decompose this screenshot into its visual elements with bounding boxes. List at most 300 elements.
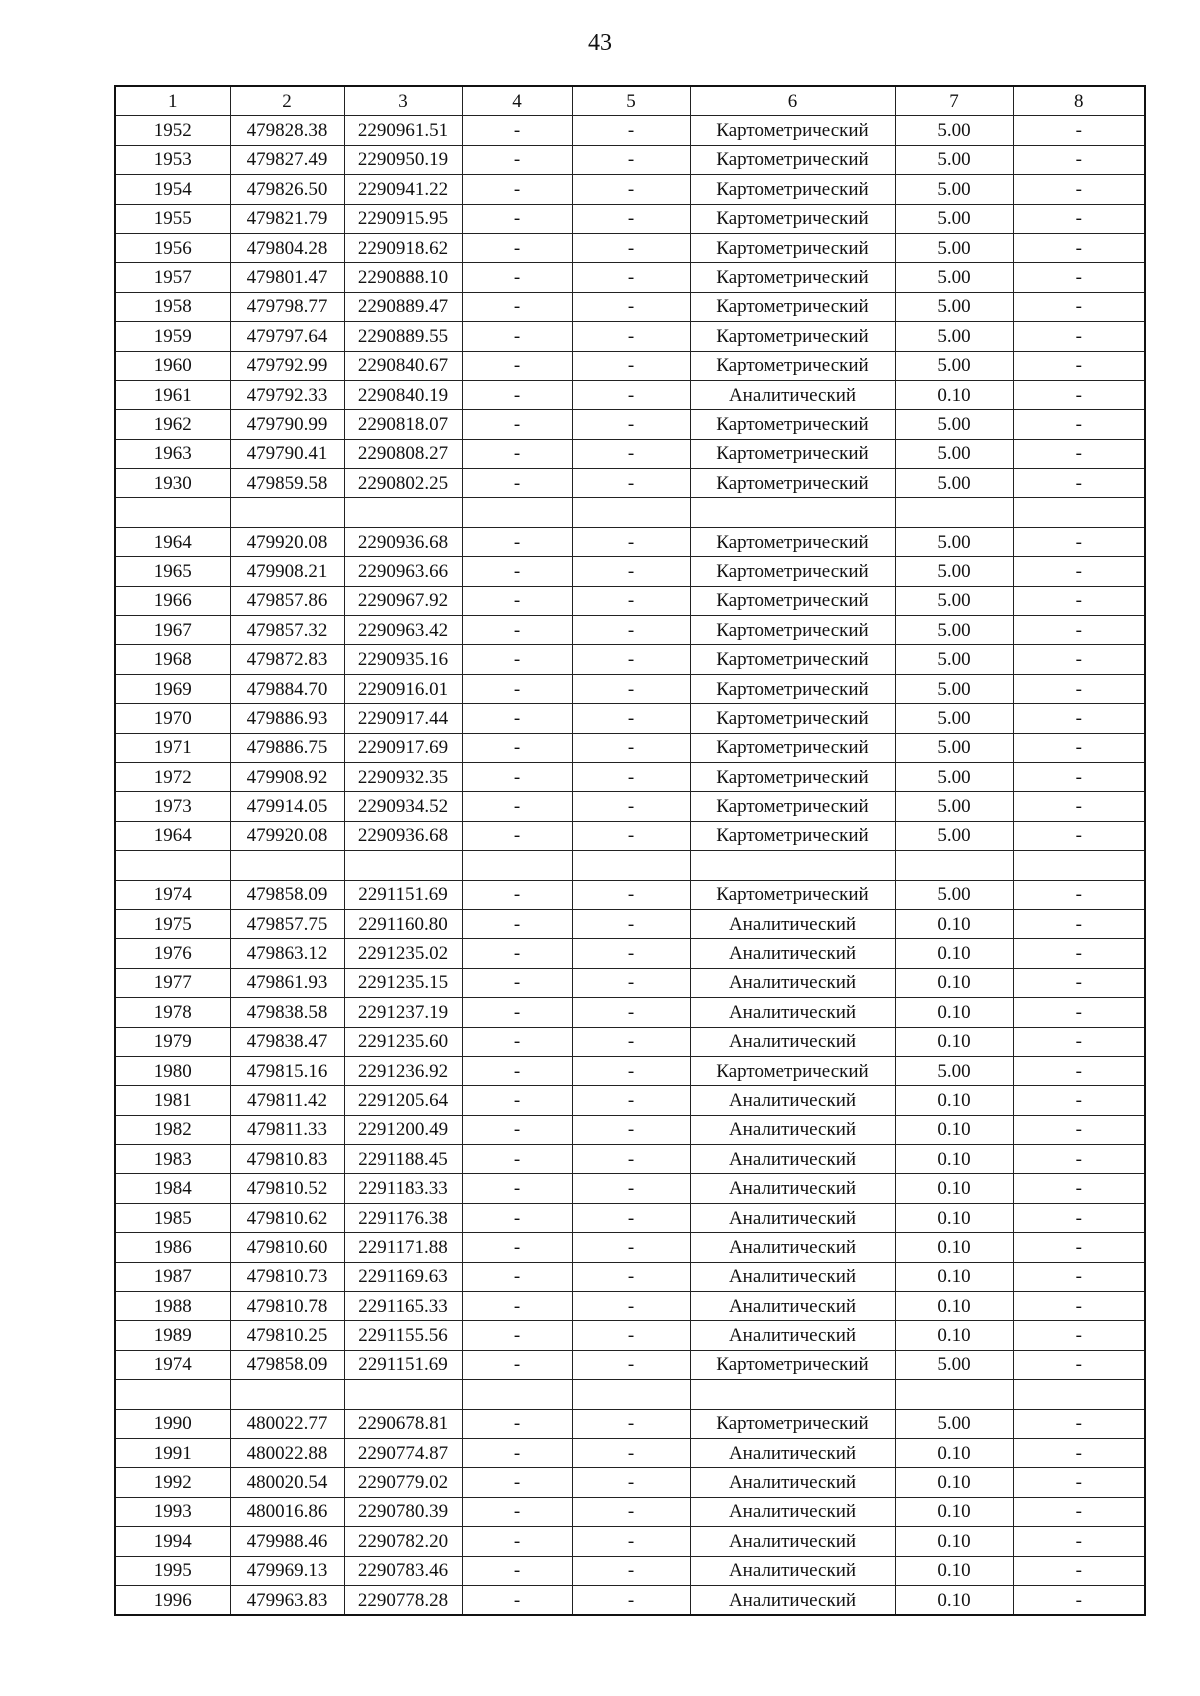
- table-cell-col-3: 2291169.63: [344, 1262, 462, 1291]
- table-cell-col-7: 5.00: [895, 527, 1013, 556]
- table-cell-col-4: -: [462, 733, 572, 762]
- table-cell-col-1: 1980: [115, 1056, 230, 1085]
- table-cell-col-4: -: [462, 1086, 572, 1115]
- table-cell-col-4: -: [462, 175, 572, 204]
- table-cell-col-3: 2290889.47: [344, 292, 462, 321]
- table-cell-col-5: -: [572, 292, 690, 321]
- table-cell-col-1: 1982: [115, 1115, 230, 1144]
- table-cell-col-7: [895, 498, 1013, 527]
- table-row: [115, 322, 1145, 351]
- table-cell-col-5: -: [572, 968, 690, 997]
- table-cell-col-4: -: [462, 1438, 572, 1467]
- table-cell-col-5: -: [572, 1409, 690, 1438]
- table-cell-col-4: -: [462, 527, 572, 556]
- table-cell-col-6: Картометрический: [690, 1409, 895, 1438]
- table-cell-col-4: -: [462, 880, 572, 909]
- table-cell-col-8: -: [1013, 469, 1145, 498]
- table-cell-col-5: -: [572, 1438, 690, 1467]
- table-cell-col-7: 0.10: [895, 1585, 1013, 1615]
- table-cell-col-2: 479988.46: [230, 1527, 344, 1556]
- table-cell-col-8: -: [1013, 1086, 1145, 1115]
- table-cell-col-5: -: [572, 586, 690, 615]
- table-cell-col-3: 2290678.81: [344, 1409, 462, 1438]
- table-cell-col-1: 1930: [115, 469, 230, 498]
- table-cell-col-5: -: [572, 704, 690, 733]
- table-row: [115, 1292, 1145, 1321]
- table-cell-col-5: -: [572, 1262, 690, 1291]
- table-cell-col-8: -: [1013, 263, 1145, 292]
- table-row: [115, 586, 1145, 615]
- table-cell-col-6: Аналитический: [690, 1233, 895, 1262]
- table-cell-col-3: 2290917.69: [344, 733, 462, 762]
- table-cell-col-1: 1959: [115, 322, 230, 351]
- table-cell-col-7: 5.00: [895, 322, 1013, 351]
- table-cell-col-4: -: [462, 410, 572, 439]
- table-cell-col-1: 1966: [115, 586, 230, 615]
- table-cell-col-1: 1986: [115, 1233, 230, 1262]
- table-cell-col-5: [572, 851, 690, 880]
- table-cell-col-6: Аналитический: [690, 1527, 895, 1556]
- table-row: [115, 380, 1145, 409]
- table-cell-col-3: 2290963.66: [344, 557, 462, 586]
- table-cell-col-3: 2290961.51: [344, 116, 462, 145]
- table-row: [115, 1233, 1145, 1262]
- table-cell-col-2: 479863.12: [230, 939, 344, 968]
- separator-row: [115, 851, 1145, 880]
- table-cell-col-2: 479872.83: [230, 645, 344, 674]
- table-cell-col-4: -: [462, 322, 572, 351]
- table-cell-col-1: 1979: [115, 1027, 230, 1056]
- table-cell-col-3: 2290779.02: [344, 1468, 462, 1497]
- table-cell-col-8: -: [1013, 1292, 1145, 1321]
- table-cell-col-6: Картометрический: [690, 292, 895, 321]
- table-cell-col-5: -: [572, 762, 690, 791]
- table-cell-col-2: 480022.88: [230, 1438, 344, 1467]
- table-cell-col-2: 479804.28: [230, 233, 344, 262]
- table-cell-col-7: 0.10: [895, 1438, 1013, 1467]
- table-cell-col-8: -: [1013, 439, 1145, 468]
- table-cell-col-7: 0.10: [895, 1292, 1013, 1321]
- table-cell-col-7: 0.10: [895, 1527, 1013, 1556]
- table-cell-col-1: 1992: [115, 1468, 230, 1497]
- table-cell-col-1: 1996: [115, 1585, 230, 1615]
- page-number: 43: [588, 30, 612, 56]
- table-cell-col-2: 479920.08: [230, 527, 344, 556]
- column-header: 8: [1013, 86, 1145, 116]
- table-cell-col-8: -: [1013, 998, 1145, 1027]
- table-cell-col-2: 479827.49: [230, 145, 344, 174]
- table-cell-col-3: 2290918.62: [344, 233, 462, 262]
- table-cell-col-3: 2290934.52: [344, 792, 462, 821]
- table-cell-col-2: 479798.77: [230, 292, 344, 321]
- table-cell-col-5: -: [572, 175, 690, 204]
- table-cell-col-2: 479838.47: [230, 1027, 344, 1056]
- table-cell-col-5: -: [572, 469, 690, 498]
- table-cell-col-1: 1974: [115, 1350, 230, 1379]
- table-cell-col-5: -: [572, 1497, 690, 1526]
- table-cell-col-7: 5.00: [895, 616, 1013, 645]
- table-cell-col-2: 479811.33: [230, 1115, 344, 1144]
- table-cell-col-5: -: [572, 939, 690, 968]
- table-cell-col-8: -: [1013, 1409, 1145, 1438]
- table-cell-col-8: -: [1013, 1056, 1145, 1085]
- table-cell-col-4: -: [462, 998, 572, 1027]
- table-cell-col-6: Картометрический: [690, 821, 895, 850]
- table-cell-col-7: 0.10: [895, 968, 1013, 997]
- table-cell-col-4: -: [462, 116, 572, 145]
- table-cell-col-3: 2290778.28: [344, 1585, 462, 1615]
- table-cell-col-7: 0.10: [895, 1262, 1013, 1291]
- table-cell-col-7: 0.10: [895, 380, 1013, 409]
- table-cell-col-4: -: [462, 1350, 572, 1379]
- table-cell-col-1: 1958: [115, 292, 230, 321]
- table-cell-col-5: -: [572, 1468, 690, 1497]
- table-cell-col-6: Аналитический: [690, 1262, 895, 1291]
- table-cell-col-1: 1977: [115, 968, 230, 997]
- table-cell-col-1: 1995: [115, 1556, 230, 1585]
- table-row: [115, 292, 1145, 321]
- table-cell-col-2: 479801.47: [230, 263, 344, 292]
- table-cell-col-2: 479810.62: [230, 1203, 344, 1232]
- table-cell-col-6: Аналитический: [690, 1438, 895, 1467]
- table-cell-col-3: 2291165.33: [344, 1292, 462, 1321]
- table-cell-col-7: 5.00: [895, 204, 1013, 233]
- table-cell-col-4: [462, 851, 572, 880]
- table-cell-col-1: [115, 851, 230, 880]
- table-cell-col-3: 2290941.22: [344, 175, 462, 204]
- table-cell-col-4: -: [462, 1321, 572, 1350]
- table-cell-col-6: Аналитический: [690, 968, 895, 997]
- table-cell-col-8: -: [1013, 175, 1145, 204]
- table-cell-col-1: 1968: [115, 645, 230, 674]
- table-row: [115, 1027, 1145, 1056]
- table-row: [115, 1321, 1145, 1350]
- table-cell-col-7: 5.00: [895, 704, 1013, 733]
- table-cell-col-2: 479797.64: [230, 322, 344, 351]
- table-cell-col-2: [230, 1380, 344, 1409]
- table-row: [115, 762, 1145, 791]
- table-row: [115, 351, 1145, 380]
- table-cell-col-8: [1013, 1380, 1145, 1409]
- table-cell-col-3: 2290916.01: [344, 674, 462, 703]
- table-cell-col-7: 5.00: [895, 175, 1013, 204]
- table-cell-col-6: Картометрический: [690, 204, 895, 233]
- table-cell-col-7: 0.10: [895, 1174, 1013, 1203]
- table-cell-col-1: 1955: [115, 204, 230, 233]
- table-cell-col-2: 480022.77: [230, 1409, 344, 1438]
- table-cell-col-2: 479963.83: [230, 1585, 344, 1615]
- table-cell-col-4: -: [462, 1292, 572, 1321]
- table-cell-col-1: 1960: [115, 351, 230, 380]
- table-cell-col-6: Картометрический: [690, 233, 895, 262]
- table-row: [115, 527, 1145, 556]
- table-cell-col-6: Картометрический: [690, 645, 895, 674]
- table-cell-col-8: -: [1013, 557, 1145, 586]
- table-cell-col-6: Аналитический: [690, 998, 895, 1027]
- table-cell-col-8: -: [1013, 1145, 1145, 1174]
- separator-row: [115, 1380, 1145, 1409]
- table-row: [115, 1174, 1145, 1203]
- table-cell-col-2: 479810.83: [230, 1145, 344, 1174]
- table-cell-col-4: -: [462, 1203, 572, 1232]
- table-cell-col-6: Картометрический: [690, 616, 895, 645]
- table-cell-col-2: 479858.09: [230, 880, 344, 909]
- table-cell-col-1: 1976: [115, 939, 230, 968]
- table-cell-col-1: [115, 498, 230, 527]
- table-cell-col-6: Аналитический: [690, 1321, 895, 1350]
- table-row: [115, 439, 1145, 468]
- table-cell-col-4: -: [462, 469, 572, 498]
- table-cell-col-5: -: [572, 145, 690, 174]
- table-cell-col-4: -: [462, 145, 572, 174]
- table-cell-col-2: [230, 851, 344, 880]
- table-cell-col-4: -: [462, 233, 572, 262]
- table-cell-col-3: [344, 498, 462, 527]
- table-cell-col-2: 479884.70: [230, 674, 344, 703]
- table-cell-col-8: -: [1013, 1527, 1145, 1556]
- table-cell-col-7: 5.00: [895, 410, 1013, 439]
- table-cell-col-5: [572, 1380, 690, 1409]
- table-cell-col-3: 2291200.49: [344, 1115, 462, 1144]
- table-cell-col-8: -: [1013, 1203, 1145, 1232]
- table-cell-col-2: 480020.54: [230, 1468, 344, 1497]
- table-cell-col-1: 1978: [115, 998, 230, 1027]
- table-cell-col-3: 2291235.15: [344, 968, 462, 997]
- table-cell-col-7: 0.10: [895, 1321, 1013, 1350]
- table-cell-col-3: 2291155.56: [344, 1321, 462, 1350]
- table-cell-col-8: -: [1013, 292, 1145, 321]
- table-cell-col-6: Аналитический: [690, 1027, 895, 1056]
- table-cell-col-6: Аналитический: [690, 1292, 895, 1321]
- table-row: [115, 233, 1145, 262]
- table-row: [115, 1527, 1145, 1556]
- table-cell-col-2: 479859.58: [230, 469, 344, 498]
- table-cell-col-4: -: [462, 1468, 572, 1497]
- table-cell-col-4: -: [462, 821, 572, 850]
- table-cell-col-3: 2290840.19: [344, 380, 462, 409]
- table-cell-col-2: 479810.52: [230, 1174, 344, 1203]
- table-cell-col-2: 479790.41: [230, 439, 344, 468]
- table-cell-col-4: -: [462, 1409, 572, 1438]
- table-cell-col-2: [230, 498, 344, 527]
- table-cell-col-8: -: [1013, 586, 1145, 615]
- table-cell-col-8: -: [1013, 527, 1145, 556]
- table-cell-col-7: 0.10: [895, 998, 1013, 1027]
- table-cell-col-5: -: [572, 1321, 690, 1350]
- table-row: [115, 1556, 1145, 1585]
- table-cell-col-8: -: [1013, 1350, 1145, 1379]
- table-cell-col-8: -: [1013, 1497, 1145, 1526]
- table-cell-col-3: 2291151.69: [344, 880, 462, 909]
- table-cell-col-7: 5.00: [895, 351, 1013, 380]
- table-cell-col-1: 1954: [115, 175, 230, 204]
- table-cell-col-3: 2290802.25: [344, 469, 462, 498]
- table-row: [115, 1115, 1145, 1144]
- table-cell-col-4: -: [462, 1027, 572, 1056]
- table-cell-col-6: [690, 1380, 895, 1409]
- table-cell-col-4: -: [462, 704, 572, 733]
- table-cell-col-6: Картометрический: [690, 527, 895, 556]
- column-header: 1: [115, 86, 230, 116]
- table-cell-col-4: -: [462, 762, 572, 791]
- table-cell-col-3: 2290915.95: [344, 204, 462, 233]
- table-cell-col-7: 5.00: [895, 263, 1013, 292]
- table-cell-col-5: -: [572, 645, 690, 674]
- table-header-row: [115, 86, 1145, 116]
- table-cell-col-8: -: [1013, 410, 1145, 439]
- table-cell-col-2: 479821.79: [230, 204, 344, 233]
- table-row: [115, 704, 1145, 733]
- table-cell-col-7: 5.00: [895, 645, 1013, 674]
- table-cell-col-4: -: [462, 351, 572, 380]
- table-row: [115, 939, 1145, 968]
- table-cell-col-5: -: [572, 1203, 690, 1232]
- table-cell-col-2: 479886.93: [230, 704, 344, 733]
- table-cell-col-7: 5.00: [895, 674, 1013, 703]
- table-cell-col-5: -: [572, 1350, 690, 1379]
- table-cell-col-5: -: [572, 233, 690, 262]
- table-cell-col-4: -: [462, 792, 572, 821]
- table-cell-col-1: 1972: [115, 762, 230, 791]
- table-cell-col-1: 1967: [115, 616, 230, 645]
- table-cell-col-3: 2290888.10: [344, 263, 462, 292]
- table-cell-col-6: Аналитический: [690, 380, 895, 409]
- table-cell-col-3: 2290917.44: [344, 704, 462, 733]
- table-cell-col-4: -: [462, 1233, 572, 1262]
- table-cell-col-1: 1953: [115, 145, 230, 174]
- table-cell-col-2: 479969.13: [230, 1556, 344, 1585]
- table-cell-col-3: 2291188.45: [344, 1145, 462, 1174]
- table-row: [115, 616, 1145, 645]
- table-cell-col-1: 1952: [115, 116, 230, 145]
- table-cell-col-5: -: [572, 1115, 690, 1144]
- table-cell-col-4: -: [462, 1262, 572, 1291]
- table-cell-col-5: -: [572, 410, 690, 439]
- table-cell-col-7: 5.00: [895, 116, 1013, 145]
- table-cell-col-6: Картометрический: [690, 674, 895, 703]
- table-cell-col-7: 5.00: [895, 233, 1013, 262]
- table-cell-col-5: -: [572, 204, 690, 233]
- table-cell-col-8: -: [1013, 1233, 1145, 1262]
- table-cell-col-8: -: [1013, 1027, 1145, 1056]
- table-cell-col-8: -: [1013, 880, 1145, 909]
- table-cell-col-8: [1013, 498, 1145, 527]
- table-cell-col-3: 2291235.60: [344, 1027, 462, 1056]
- table-cell-col-8: -: [1013, 1585, 1145, 1615]
- table-cell-col-8: -: [1013, 645, 1145, 674]
- table-cell-col-3: 2290780.39: [344, 1497, 462, 1526]
- separator-row: [115, 498, 1145, 527]
- coordinates-table: [114, 85, 1146, 1616]
- table-cell-col-6: Картометрический: [690, 439, 895, 468]
- table-cell-col-5: -: [572, 1174, 690, 1203]
- table-cell-col-2: 479914.05: [230, 792, 344, 821]
- table-cell-col-8: -: [1013, 704, 1145, 733]
- table-row: [115, 1203, 1145, 1232]
- table-cell-col-1: 1987: [115, 1262, 230, 1291]
- table-cell-col-1: 1984: [115, 1174, 230, 1203]
- table-cell-col-7: 0.10: [895, 1145, 1013, 1174]
- table-cell-col-1: 1981: [115, 1086, 230, 1115]
- table-cell-col-4: -: [462, 1174, 572, 1203]
- table-cell-col-8: -: [1013, 380, 1145, 409]
- table-cell-col-4: -: [462, 674, 572, 703]
- table-cell-col-6: Картометрический: [690, 145, 895, 174]
- table-cell-col-7: 0.10: [895, 1115, 1013, 1144]
- table-cell-col-8: -: [1013, 762, 1145, 791]
- table-row: [115, 880, 1145, 909]
- table-row: [115, 145, 1145, 174]
- table-cell-col-3: 2290963.42: [344, 616, 462, 645]
- table-cell-col-3: 2290936.68: [344, 527, 462, 556]
- table-cell-col-2: 479838.58: [230, 998, 344, 1027]
- table-cell-col-7: 5.00: [895, 586, 1013, 615]
- table-cell-col-3: 2290808.27: [344, 439, 462, 468]
- table-row: [115, 1438, 1145, 1467]
- table-cell-col-5: -: [572, 1086, 690, 1115]
- table-cell-col-4: -: [462, 586, 572, 615]
- table-row: [115, 175, 1145, 204]
- table-cell-col-3: 2291236.92: [344, 1056, 462, 1085]
- table-cell-col-2: 479828.38: [230, 116, 344, 145]
- table-row: [115, 645, 1145, 674]
- table-cell-col-7: 0.10: [895, 909, 1013, 938]
- table-cell-col-6: [690, 851, 895, 880]
- table-cell-col-4: -: [462, 1115, 572, 1144]
- table-cell-col-3: 2290889.55: [344, 322, 462, 351]
- table-cell-col-4: -: [462, 1556, 572, 1585]
- table-cell-col-8: -: [1013, 1174, 1145, 1203]
- table-cell-col-3: 2290935.16: [344, 645, 462, 674]
- table-row: [115, 909, 1145, 938]
- table-cell-col-4: -: [462, 968, 572, 997]
- table-cell-col-1: 1965: [115, 557, 230, 586]
- table-cell-col-3: 2291237.19: [344, 998, 462, 1027]
- table-cell-col-7: 5.00: [895, 792, 1013, 821]
- table-cell-col-8: -: [1013, 939, 1145, 968]
- table-cell-col-6: Картометрический: [690, 263, 895, 292]
- table-cell-col-3: 2290783.46: [344, 1556, 462, 1585]
- table-cell-col-4: -: [462, 939, 572, 968]
- table-cell-col-6: Картометрический: [690, 733, 895, 762]
- table-row: [115, 263, 1145, 292]
- column-header: 3: [344, 86, 462, 116]
- table-cell-col-8: -: [1013, 821, 1145, 850]
- table-cell-col-8: -: [1013, 1321, 1145, 1350]
- table-cell-col-2: 479861.93: [230, 968, 344, 997]
- table-cell-col-5: -: [572, 439, 690, 468]
- table-cell-col-5: -: [572, 1027, 690, 1056]
- table-cell-col-1: 1964: [115, 527, 230, 556]
- table-cell-col-3: 2291176.38: [344, 1203, 462, 1232]
- table-cell-col-5: -: [572, 1556, 690, 1585]
- table-row: [115, 469, 1145, 498]
- table-cell-col-7: 5.00: [895, 821, 1013, 850]
- table-cell-col-5: -: [572, 1056, 690, 1085]
- table-cell-col-4: [462, 498, 572, 527]
- table-cell-col-3: 2290782.20: [344, 1527, 462, 1556]
- table-cell-col-1: 1970: [115, 704, 230, 733]
- table-cell-col-3: 2290936.68: [344, 821, 462, 850]
- table-cell-col-3: 2291160.80: [344, 909, 462, 938]
- table-cell-col-7: 5.00: [895, 762, 1013, 791]
- table-cell-col-7: 5.00: [895, 1350, 1013, 1379]
- table-cell-col-8: -: [1013, 616, 1145, 645]
- table-cell-col-1: 1983: [115, 1145, 230, 1174]
- table-cell-col-5: -: [572, 351, 690, 380]
- table-row: [115, 968, 1145, 997]
- table-cell-col-1: 1988: [115, 1292, 230, 1321]
